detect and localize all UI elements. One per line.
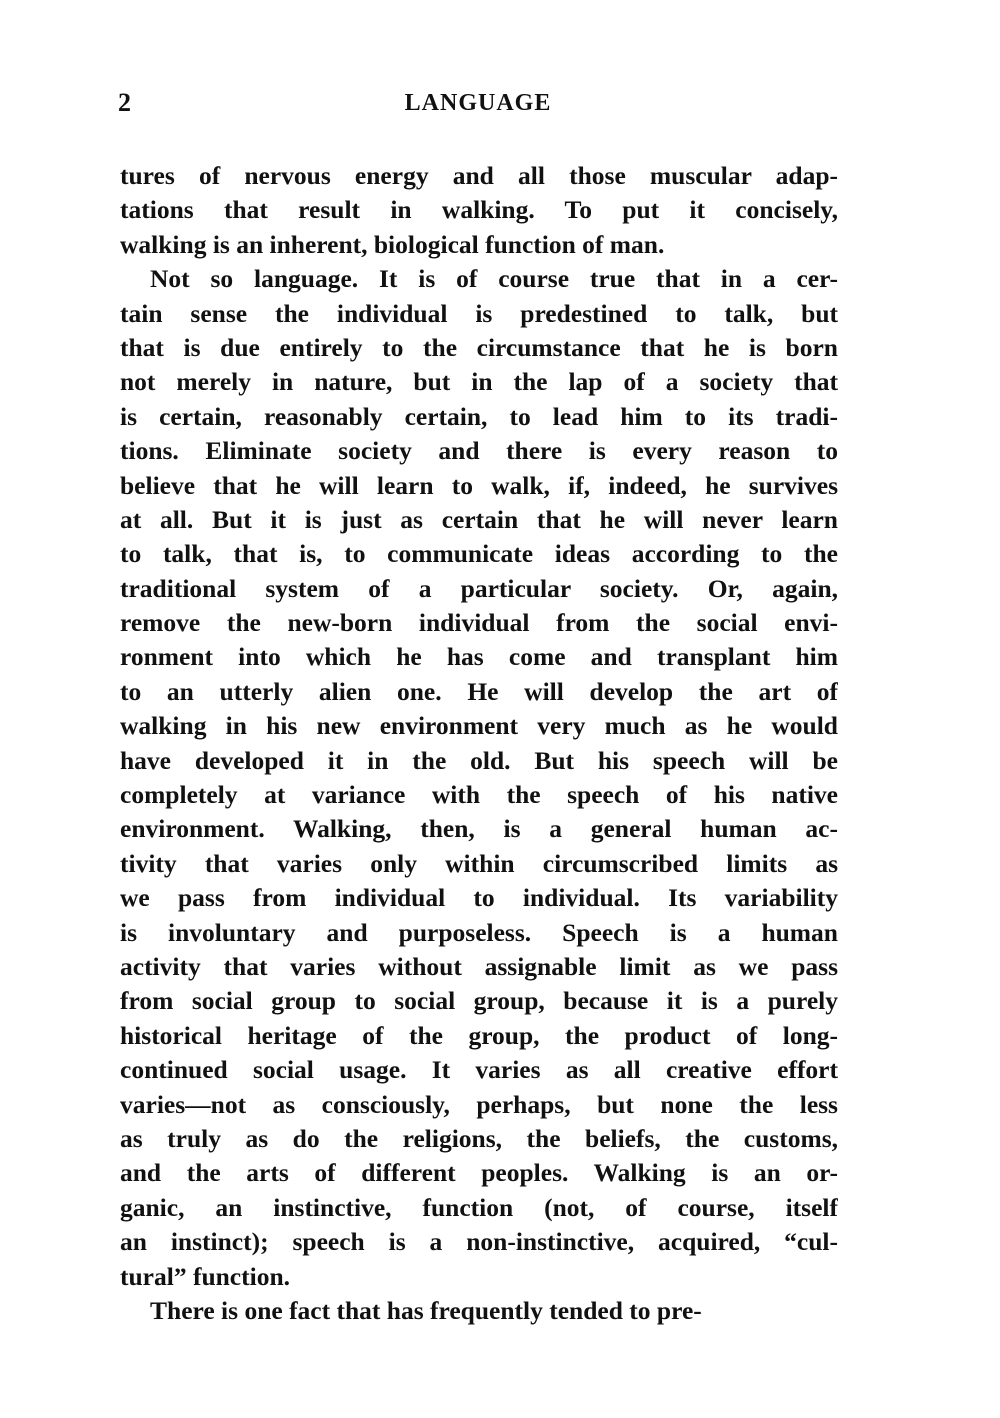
text-line: an instinct); speech is a non-instinctive, acquired, “cul- [120,1227,838,1257]
page-number: 2 [118,88,131,117]
text-line: we pass from individual to individual. Its variability [120,883,838,913]
paragraph [120,1294,838,1328]
running-head [118,86,838,120]
text-line: tain sense the individual is predestined to talk, but [120,298,838,328]
text-line: tural” function. [120,1261,291,1291]
text-line: is certain, reasonably certain, to lead him to its tradi- [120,401,838,431]
text-line: tions. Eliminate society and there is every reason to [120,436,838,466]
text-line: tivity that varies only within circumscribed limits as [120,848,838,878]
text-line: walking in his new environment very much as he would [120,711,838,741]
running-title: LANGUAGE [404,90,552,116]
text-line: continued social usage. It varies as all creative effort [120,1055,838,1085]
text-line: at all. But it is just as certain that he will never learn [120,504,838,534]
text-line: ganic, an instinctive, function (not, of course, itself [120,1192,838,1222]
text-line: not merely in nature, but in the lap of a society that [120,367,838,397]
text-line: activity that varies without assignable limit as we pass [120,951,838,981]
text-line: is involuntary and purposeless. Speech is a human [120,917,838,947]
text-line: have developed it in the old. But his speech will be [120,745,838,775]
text-line: completely at variance with the speech of his native [120,780,838,810]
text-line: historical heritage of the group, the product of long- [120,1020,838,1050]
text-line: tures of nervous energy and all those muscular adap- [120,161,838,190]
paragraph [120,159,838,262]
text-line: Not so language. It is of course true that in a cer- [150,264,838,294]
text-line: to an utterly alien one. He will develop the art of [120,676,838,706]
text-line: traditional system of a particular society. Or, again, [120,573,838,603]
text-line: tations that result in walking. To put it concisely, [120,195,838,225]
text-line: that is due entirely to the circumstance that he is born [120,332,838,362]
body-text [120,159,838,1328]
text-line: walking is an inherent, biological function of man. [120,229,665,259]
text-line: environment. Walking, then, is a general human ac- [120,814,838,844]
text-line: ronment into which he has come and transplant him [120,642,838,672]
text-line: from social group to social group, because it is a purely [120,986,838,1016]
text-line: varies—not as consciously, perhaps, but none the less [120,1089,838,1119]
paragraph [120,262,838,1294]
text-line: remove the new-born individual from the social envi- [120,608,838,638]
text-line: to talk, that is, to communicate ideas according to the [120,539,838,569]
text-line: as truly as do the religions, the beliefs, the customs, [120,1123,838,1153]
text-line: and the arts of different peoples. Walking is an or- [120,1158,838,1188]
text-line: believe that he will learn to walk, if, indeed, he survives [120,470,838,500]
text-line: There is one fact that has frequently tended to pre- [150,1295,702,1325]
